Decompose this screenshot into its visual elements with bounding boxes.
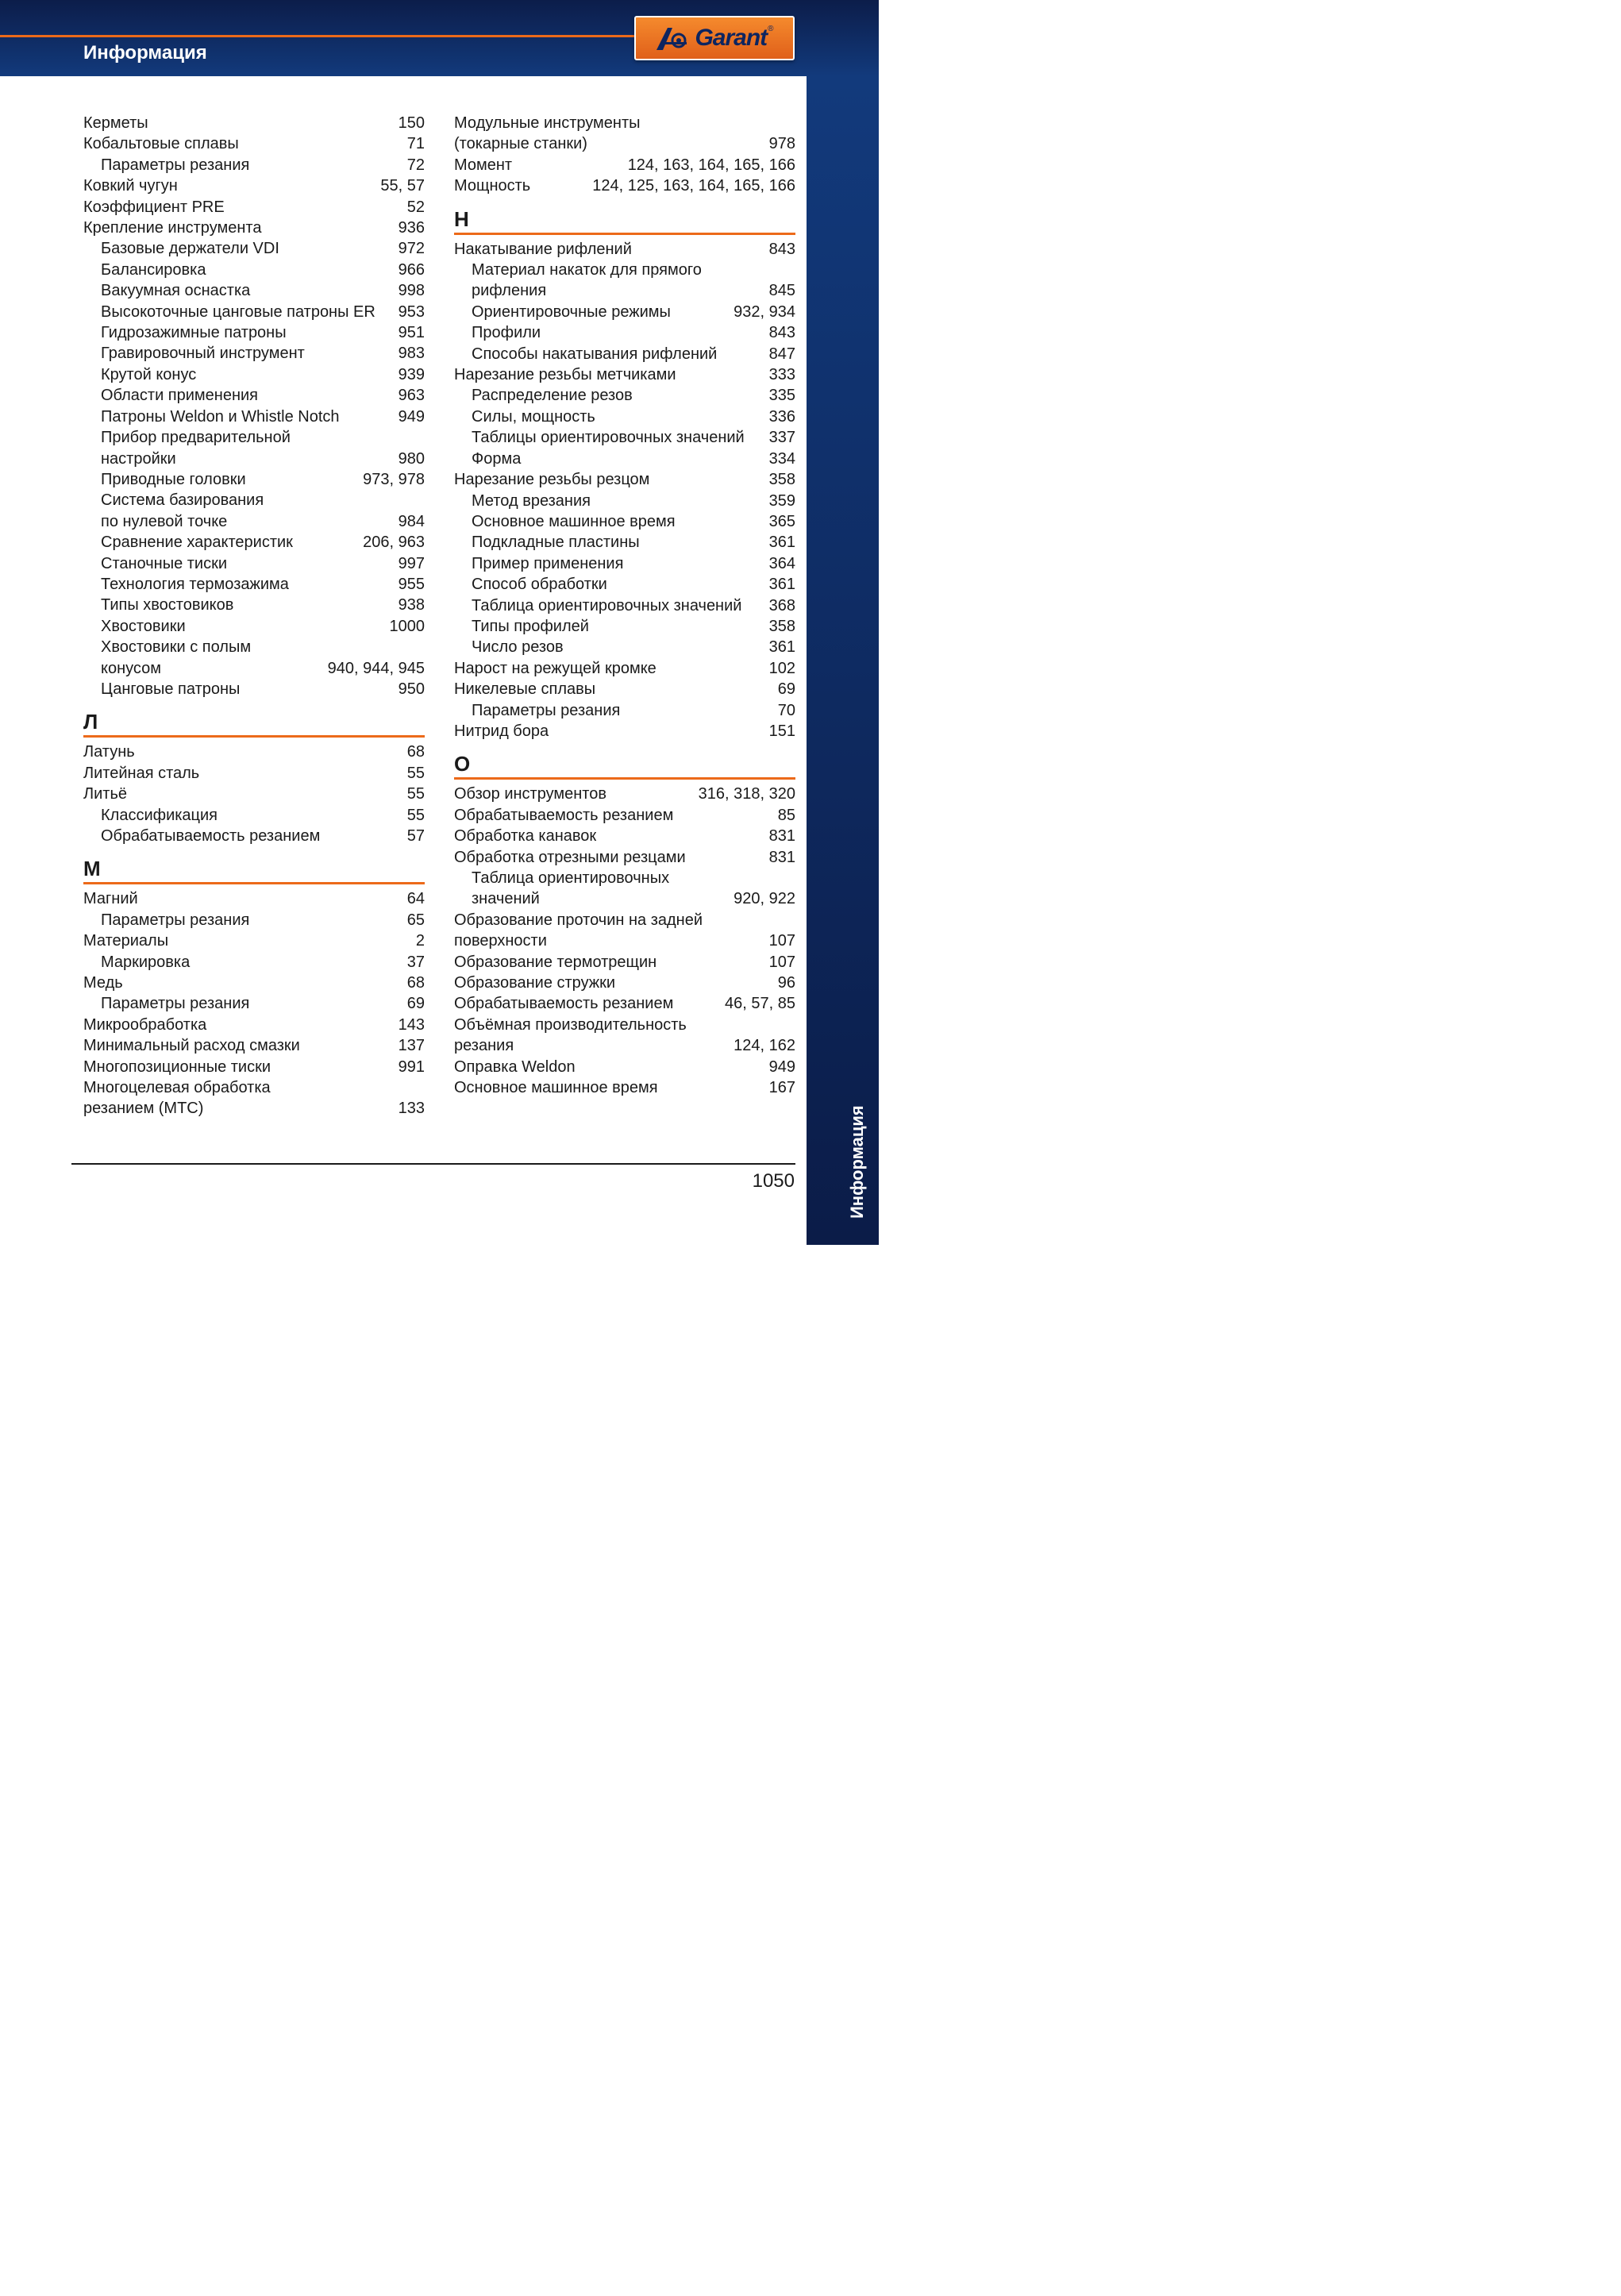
index-entry-term: значений <box>472 890 540 908</box>
footer-divider <box>71 1163 795 1165</box>
index-entry-pages: 68 <box>406 974 425 992</box>
index-entry-term: Никелевые сплавы <box>454 680 596 699</box>
index-entry-term: Гидрозажимные патроны <box>101 324 287 342</box>
index-entry <box>83 449 425 469</box>
index-entry <box>454 175 795 196</box>
index-entry-pages: 984 <box>398 512 425 530</box>
index-entry-term: Силы, мощность <box>472 407 595 426</box>
index-entry <box>454 888 795 909</box>
index-entry <box>83 973 425 993</box>
index-entry-pages: 46, 57, 85 <box>725 995 795 1013</box>
index-entry-pages: 107 <box>768 953 795 971</box>
index-entry-term: Подкладные пластины <box>472 534 640 552</box>
index-entry-pages: 368 <box>768 596 795 614</box>
index-entry-term: Параметры резания <box>472 701 621 719</box>
index-entry-term: Форма <box>472 449 522 468</box>
index-entry-term: Приводные головки <box>101 470 246 488</box>
index-entry <box>83 1057 425 1077</box>
index-entry-pages: 336 <box>768 407 795 426</box>
section-letter-heading: М <box>83 857 425 884</box>
index-entry-term: Минимальный расход смазки <box>83 1037 300 1055</box>
index-entry-pages: 847 <box>768 345 795 363</box>
index-entry <box>454 721 795 742</box>
index-entry-term: Материалы <box>83 932 169 950</box>
index-entry-term: Высокоточные цанговые патроны ER <box>101 302 375 321</box>
index-entry-pages: 361 <box>768 576 795 594</box>
index-section <box>83 857 425 1119</box>
index-entry-term: Ориентировочные режимы <box>472 302 671 321</box>
index-entry-term: Прибор предварительной <box>101 429 291 447</box>
garant-logo-mark-icon <box>655 25 691 52</box>
index-entry <box>83 427 425 448</box>
index-entry <box>83 910 425 930</box>
index-entry <box>454 239 795 260</box>
index-entry-pages: 206, 963 <box>363 534 425 552</box>
index-entry <box>454 952 795 973</box>
index-entry-pages: 124, 125, 163, 164, 165, 166 <box>592 177 795 195</box>
index-entry <box>454 826 795 846</box>
index-entry-pages: 364 <box>768 554 795 572</box>
index-entry-pages: 951 <box>398 324 425 342</box>
index-entry-term: Гравировочный инструмент <box>101 345 305 363</box>
index-entry <box>454 784 795 804</box>
index-entry <box>454 344 795 364</box>
index-entry-term: Патроны Weldon и Whistle Notch <box>101 407 340 426</box>
index-entry <box>454 553 795 574</box>
index-entry-pages: 972 <box>398 240 425 258</box>
index-entry-term: Типы хвостовиков <box>101 596 234 614</box>
index-entry <box>83 260 425 280</box>
index-entry <box>83 113 425 133</box>
index-entry <box>454 280 795 301</box>
index-entry-pages: 333 <box>768 366 795 384</box>
index-entry-pages: 998 <box>398 282 425 300</box>
index-entry <box>83 343 425 364</box>
index-entry-pages: 57 <box>406 827 425 845</box>
index-entry <box>454 322 795 343</box>
index-entry-pages: 55 <box>406 806 425 824</box>
index-entry <box>454 133 795 154</box>
index-entry-pages: 966 <box>398 260 425 279</box>
index-entry-term: Профили <box>472 324 541 342</box>
index-entry-pages: 973, 978 <box>363 470 425 488</box>
index-entry-term: Число резов <box>472 638 564 657</box>
index-entry <box>83 616 425 637</box>
index-entry-pages: 133 <box>398 1100 425 1118</box>
index-entry <box>454 679 795 699</box>
index-entry-term: Литьё <box>83 785 127 803</box>
index-entry-term: Цанговые патроны <box>101 680 241 698</box>
index-entry <box>454 364 795 385</box>
index-entry-pages: 2 <box>415 932 425 950</box>
index-entry <box>83 302 425 322</box>
index-entry-pages: 55, 57 <box>380 177 425 195</box>
index-entry-term: Крутой конус <box>101 365 197 383</box>
index-entry-pages: 96 <box>777 974 795 992</box>
index-entry <box>83 637 425 657</box>
index-entry-term: Нарезание резьбы метчиками <box>454 366 676 384</box>
index-entry-term: резанием (МТС) <box>83 1100 204 1118</box>
index-entry-pages: 64 <box>406 890 425 908</box>
index-entry <box>83 238 425 259</box>
index-entry-pages: 920, 922 <box>733 890 795 908</box>
index-entry <box>83 784 425 804</box>
index-entry <box>83 197 425 218</box>
index-column-left <box>83 113 425 1119</box>
index-entry <box>454 595 795 616</box>
index-entry <box>83 595 425 615</box>
index-entry-term: Накатывание рифлений <box>454 240 632 258</box>
index-entry-term: конусом <box>101 659 162 677</box>
index-entry <box>83 930 425 951</box>
index-entry <box>454 700 795 721</box>
side-tab-bar <box>807 76 879 1245</box>
index-entry-term: Базовые держатели VDI <box>101 240 279 258</box>
index-entry-pages: 167 <box>768 1079 795 1097</box>
index-entry-pages: 361 <box>768 638 795 657</box>
index-entry-pages: 72 <box>406 156 425 174</box>
index-entry-term: Маркировка <box>101 953 191 971</box>
index-entry <box>454 973 795 993</box>
index-entry <box>83 763 425 784</box>
index-entry <box>454 616 795 637</box>
index-entry-pages: 983 <box>398 345 425 363</box>
index-entry-term: Образование проточин на задней <box>454 911 703 929</box>
index-entry <box>83 490 425 510</box>
index-entry-pages: 359 <box>768 491 795 510</box>
side-tab-label: Информация <box>847 1105 867 1219</box>
index-entry-pages: 316, 318, 320 <box>698 785 795 803</box>
index-entry-pages: 150 <box>398 114 425 132</box>
index-entry <box>454 637 795 657</box>
index-entry-term: Распределение резов <box>472 387 633 405</box>
index-entry-term: резания <box>454 1037 514 1055</box>
index-entry <box>83 658 425 679</box>
index-entry-term: рифления <box>472 282 547 300</box>
index-entry-term: настройки <box>101 449 176 468</box>
index-entry-pages: 124, 162 <box>733 1037 795 1055</box>
index-entry <box>454 658 795 679</box>
index-entry <box>83 574 425 595</box>
index-entry <box>83 175 425 196</box>
logo-wordmark: Garant <box>695 25 768 51</box>
index-entry-term: Объёмная производительность <box>454 1015 687 1034</box>
header-accent-line <box>0 35 635 37</box>
index-entry <box>454 910 795 930</box>
index-entry-pages: 938 <box>398 596 425 614</box>
index-entry-term: Кобальтовые сплавы <box>83 135 239 153</box>
index-entry-term: Хвостовики <box>101 617 186 635</box>
index-entry <box>83 1098 425 1119</box>
index-entry <box>83 1035 425 1056</box>
index-entry <box>83 469 425 490</box>
index-entry-pages: 335 <box>768 387 795 405</box>
index-entry-term: Многопозиционные тиски <box>83 1057 271 1076</box>
index-entry-pages: 997 <box>398 554 425 572</box>
index-entry <box>454 491 795 511</box>
index-section <box>83 113 425 699</box>
index-entry-pages: 932, 934 <box>733 302 795 321</box>
index-entry <box>83 511 425 532</box>
index-entry-pages: 334 <box>768 449 795 468</box>
index-entry-term: Станочные тиски <box>101 554 228 572</box>
index-entry <box>454 469 795 490</box>
index-entry <box>454 260 795 280</box>
index-entry-term: Обрабатываемость резанием <box>101 827 321 845</box>
index-entry <box>454 113 795 133</box>
index-entry-pages: 143 <box>398 1015 425 1034</box>
garant-logo <box>634 16 795 60</box>
index-entry-term: Микрообработка <box>83 1015 207 1034</box>
index-entry <box>454 1077 795 1098</box>
index-entry-pages: 69 <box>406 995 425 1013</box>
index-entry <box>454 847 795 868</box>
index-entry-term: Хвостовики с полым <box>101 638 252 657</box>
index-entry-pages: 68 <box>406 743 425 761</box>
section-letter-heading: Н <box>454 207 795 235</box>
index-entry <box>83 155 425 175</box>
index-entry-term: Области применения <box>101 387 259 405</box>
index-entry-term: Ковкий чугун <box>83 177 178 195</box>
index-entry-pages: 963 <box>398 387 425 405</box>
index-entry-term: Оправка Weldon <box>454 1057 576 1076</box>
index-entry-term: Образование стружки <box>454 974 616 992</box>
index-entry-pages: 361 <box>768 534 795 552</box>
index-entry-pages: 843 <box>768 240 795 258</box>
index-entry <box>454 930 795 951</box>
index-entry <box>83 218 425 238</box>
index-entry-term: Таблица ориентировочных значений <box>472 596 742 614</box>
index-entry-pages: 980 <box>398 449 425 468</box>
index-column-right <box>454 113 795 1098</box>
index-entry <box>83 553 425 574</box>
index-entry-pages: 124, 163, 164, 165, 166 <box>627 156 795 174</box>
index-entry-term: Литейная сталь <box>83 764 200 782</box>
index-entry-pages: 37 <box>406 953 425 971</box>
index-entry <box>83 406 425 427</box>
section-letter-heading: О <box>454 752 795 780</box>
index-entry-pages: 845 <box>768 282 795 300</box>
index-entry-term: Обработка отрезными резцами <box>454 848 686 866</box>
index-entry-term: Основное машинное время <box>472 512 676 530</box>
index-section <box>454 113 795 197</box>
index-entry <box>83 993 425 1014</box>
index-entry-pages: 55 <box>406 785 425 803</box>
index-entry <box>83 888 425 909</box>
index-entry <box>454 993 795 1014</box>
index-entry-pages: 950 <box>398 680 425 698</box>
index-entry-pages: 831 <box>768 827 795 846</box>
index-entry-term: Обрабатываемость резанием <box>454 806 674 824</box>
index-entry-pages: 939 <box>398 365 425 383</box>
index-entry <box>83 364 425 385</box>
index-entry-term: Способы накатывания рифлений <box>472 345 718 363</box>
index-entry <box>83 742 425 762</box>
index-entry-term: Нарезание резьбы резцом <box>454 471 650 489</box>
index-entry-term: Типы профилей <box>472 617 589 635</box>
index-entry-pages: 151 <box>768 722 795 740</box>
index-entry-pages: 137 <box>398 1037 425 1055</box>
index-entry-term: Модульные инструменты <box>454 114 641 132</box>
index-entry-pages: 52 <box>406 198 425 216</box>
index-entry-pages: 949 <box>398 407 425 426</box>
section-letter-heading: Л <box>83 710 425 738</box>
index-entry-term: Обзор инструментов <box>454 785 606 803</box>
index-entry <box>83 826 425 846</box>
index-entry-pages: 65 <box>406 911 425 929</box>
index-entry-term: Вакуумная оснастка <box>101 282 251 300</box>
index-entry-term: Нитрид бора <box>454 722 549 740</box>
index-entry-term: Образование термотрещин <box>454 953 657 971</box>
index-entry-pages: 991 <box>398 1057 425 1076</box>
index-entry <box>83 532 425 553</box>
index-entry-term: Обработка канавок <box>454 827 597 846</box>
index-entry-term: Технология термозажима <box>101 575 289 593</box>
index-entry-term: Таблица ориентировочных <box>472 869 670 887</box>
index-entry-pages: 955 <box>398 575 425 593</box>
index-entry-term: Момент <box>454 156 513 174</box>
index-entry-term: Таблицы ориентировочных значений <box>472 429 745 447</box>
index-entry-term: Классификация <box>101 806 218 824</box>
index-entry-term: Пример применения <box>472 554 624 572</box>
index-entry-pages: 102 <box>768 659 795 677</box>
index-entry-term: по нулевой точке <box>101 512 228 530</box>
index-entry-term: Параметры резания <box>101 156 250 174</box>
index-entry <box>454 1015 795 1035</box>
index-entry-term: Параметры резания <box>101 911 250 929</box>
index-entry-term: Многоцелевая обработка <box>83 1079 271 1097</box>
index-entry-pages: 358 <box>768 617 795 635</box>
index-entry <box>83 322 425 343</box>
index-entry-pages: 365 <box>768 512 795 530</box>
index-entry-pages: 953 <box>398 302 425 321</box>
index-entry-term: Крепление инструмента <box>83 219 262 237</box>
index-entry <box>454 1057 795 1077</box>
index-entry-term: Керметы <box>83 114 148 132</box>
index-entry <box>83 1015 425 1035</box>
index-entry <box>454 511 795 532</box>
index-entry-term: Балансировка <box>101 260 206 279</box>
index-entry-term: Система базирования <box>101 491 264 510</box>
index-entry-pages: 71 <box>406 135 425 153</box>
index-entry <box>454 427 795 448</box>
index-entry-term: Материал накаток для прямого <box>472 261 702 279</box>
index-entry-pages: 85 <box>777 806 795 824</box>
index-entry-term: Сравнение характеристик <box>101 534 293 552</box>
index-entry <box>83 385 425 406</box>
index-section <box>454 207 795 742</box>
index-entry-term: Мощность <box>454 177 531 195</box>
index-entry-pages: 831 <box>768 848 795 866</box>
index-entry-term: поверхности <box>454 932 547 950</box>
index-entry-pages: 55 <box>406 764 425 782</box>
index-entry-term: Коэффициент PRE <box>83 198 225 216</box>
index-entry <box>83 805 425 826</box>
page-title: Информация <box>83 42 207 64</box>
index-entry <box>454 449 795 469</box>
index-entry <box>454 805 795 826</box>
index-entry-term: Основное машинное время <box>454 1079 658 1097</box>
index-entry-pages: 843 <box>768 324 795 342</box>
index-entry-term: Обрабатываемость резанием <box>454 995 674 1013</box>
index-entry <box>454 155 795 175</box>
index-entry <box>454 868 795 888</box>
index-entry <box>454 302 795 322</box>
index-entry-pages: 337 <box>768 429 795 447</box>
index-entry <box>454 1035 795 1056</box>
index-entry-pages: 949 <box>768 1057 795 1076</box>
index-entry-term: Метод врезания <box>472 491 591 510</box>
index-entry-pages: 107 <box>768 932 795 950</box>
index-entry <box>83 280 425 301</box>
index-entry-pages: 940, 944, 945 <box>327 659 425 677</box>
header-bar <box>0 0 879 76</box>
index-entry <box>454 574 795 595</box>
page-number: 1050 <box>752 1170 795 1192</box>
index-entry-term: Медь <box>83 974 123 992</box>
index-entry-pages: 358 <box>768 471 795 489</box>
index-entry <box>83 1077 425 1098</box>
index-section <box>83 710 425 846</box>
index-entry-term: Магний <box>83 890 138 908</box>
index-entry <box>454 532 795 553</box>
index-entry-pages: 936 <box>398 219 425 237</box>
index-entry-pages: 70 <box>777 701 795 719</box>
registered-mark: ® <box>768 24 774 33</box>
index-entry <box>83 679 425 699</box>
index-entry-term: Латунь <box>83 743 135 761</box>
index-entry <box>83 133 425 154</box>
index-entry-pages: 1000 <box>389 617 425 635</box>
index-entry <box>83 952 425 973</box>
index-section <box>454 752 795 1098</box>
index-entry-term: Параметры резания <box>101 995 250 1013</box>
index-entry <box>454 385 795 406</box>
index-entry-term: Нарост на режущей кромке <box>454 659 656 677</box>
index-entry-pages: 69 <box>777 680 795 699</box>
index-entry-term: (токарные станки) <box>454 135 587 153</box>
index-entry-term: Способ обработки <box>472 576 607 594</box>
index-entry <box>454 406 795 427</box>
index-entry-pages: 978 <box>768 135 795 153</box>
